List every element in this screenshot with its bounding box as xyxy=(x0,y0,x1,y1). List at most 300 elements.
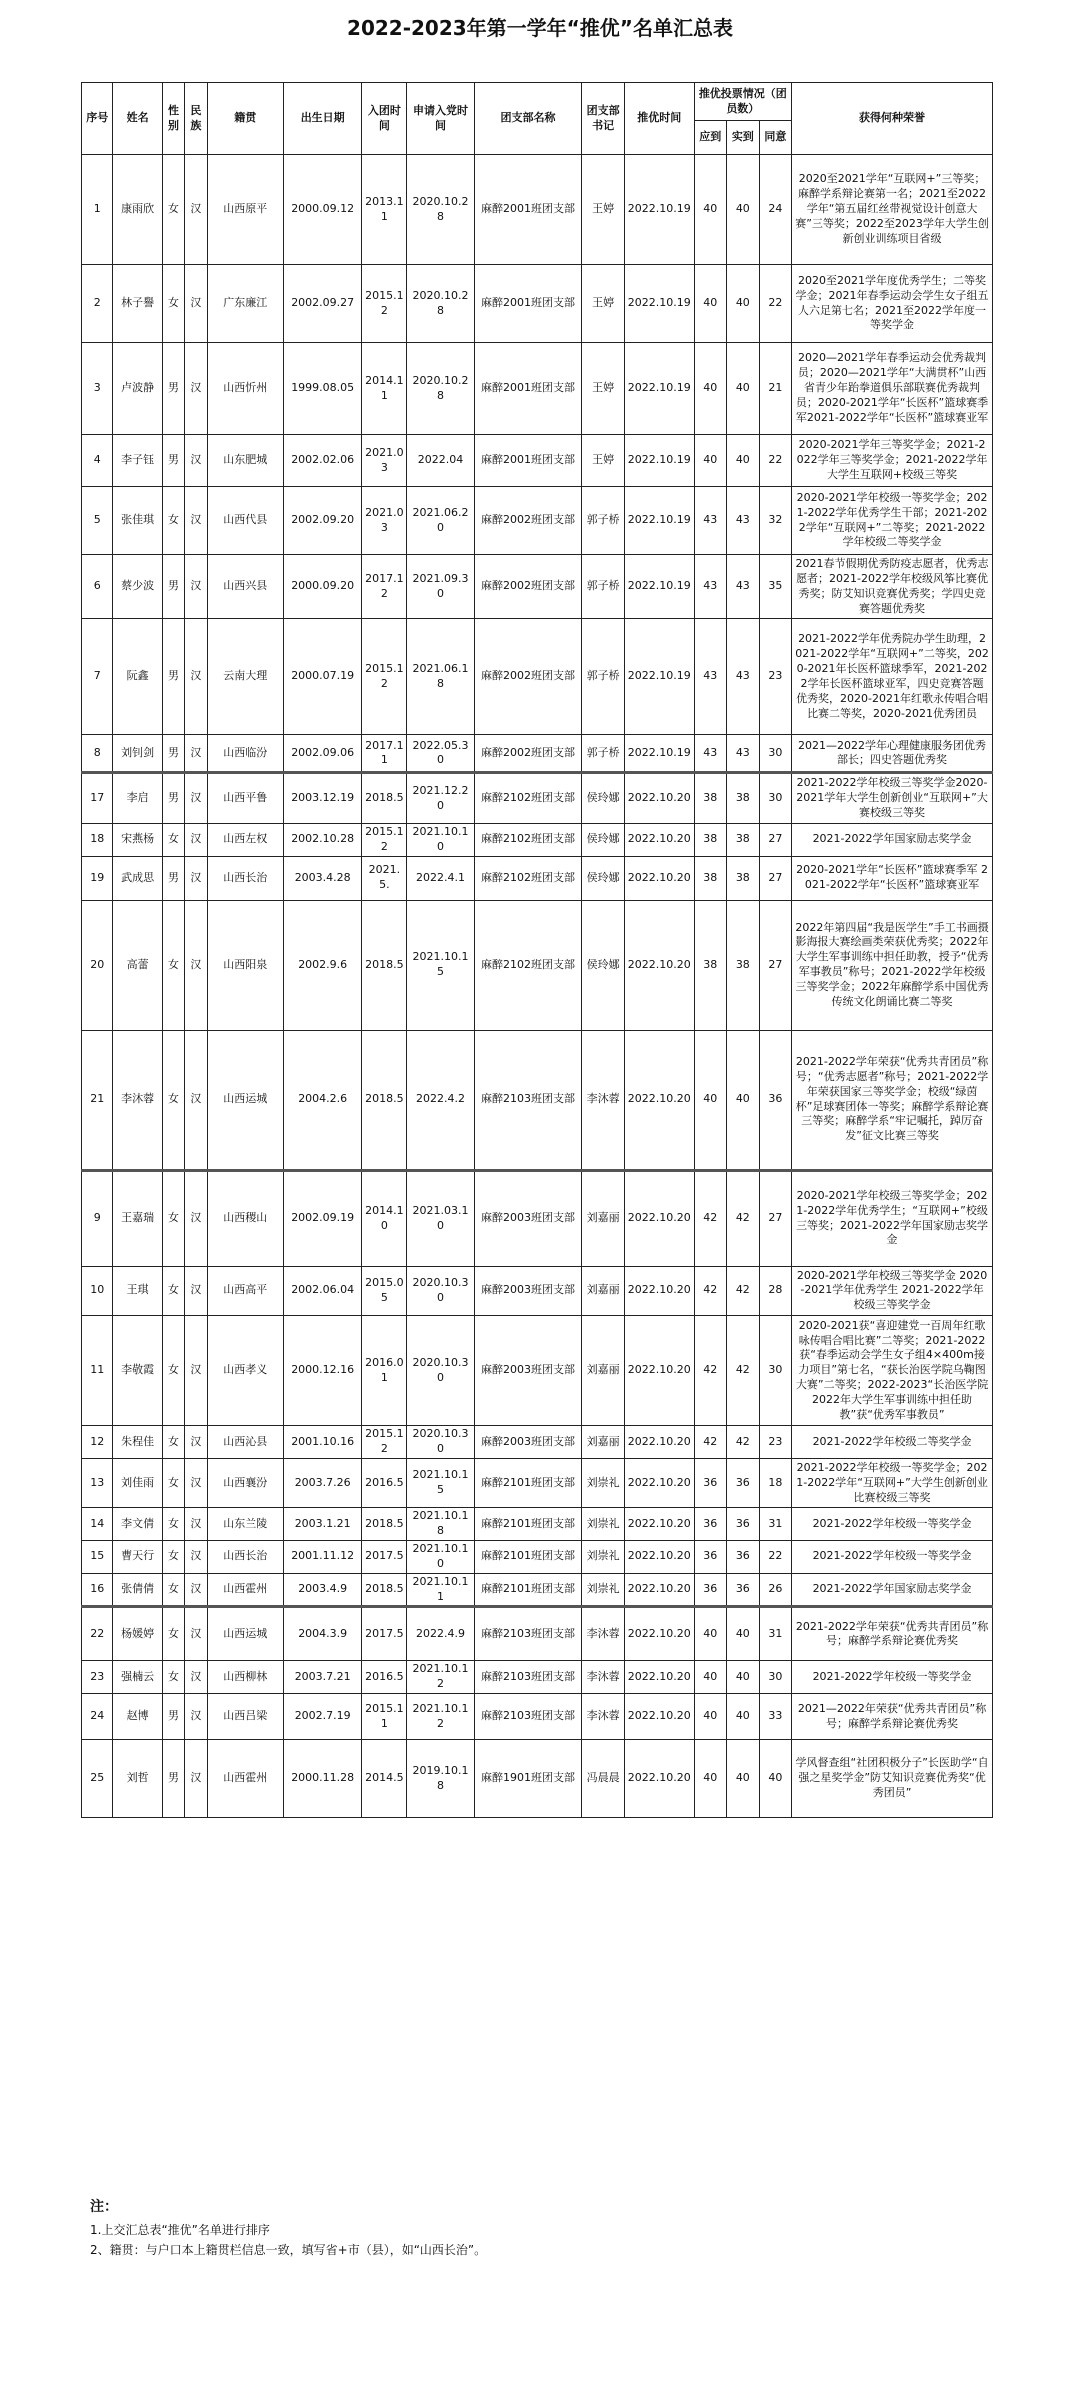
cell-birth: 2002.09.19 xyxy=(283,1170,362,1266)
cell-join-league: 2018.5 xyxy=(362,1030,407,1170)
cell-agree: 30 xyxy=(759,1316,792,1426)
cell-birth: 2003.7.26 xyxy=(283,1458,362,1508)
cell-name: 强楠云 xyxy=(113,1661,162,1694)
header-agree: 同意 xyxy=(759,121,792,155)
cell-rec-time: 2022.10.20 xyxy=(624,1266,694,1316)
cell-should: 42 xyxy=(694,1266,727,1316)
cell-honors: 2021-2022学年校级一等奖学金 xyxy=(792,1661,993,1694)
cell-join-league: 2016.01 xyxy=(362,1316,407,1426)
cell-ethnicity: 汉 xyxy=(185,1740,207,1818)
cell-secretary: 郭子桥 xyxy=(582,555,625,619)
cell-rec-time: 2022.10.20 xyxy=(624,1030,694,1170)
cell-actual: 43 xyxy=(727,619,760,735)
cell-rec-time: 2022.10.19 xyxy=(624,555,694,619)
table-row xyxy=(82,1170,993,1266)
cell-gender: 男 xyxy=(162,735,184,773)
cell-join-league: 2015.12 xyxy=(362,265,407,343)
cell-rec-time: 2022.10.20 xyxy=(624,773,694,824)
cell-agree: 28 xyxy=(759,1266,792,1316)
cell-agree: 22 xyxy=(759,435,792,487)
cell-actual: 40 xyxy=(727,343,760,435)
cell-gender: 女 xyxy=(162,487,184,555)
cell-actual: 40 xyxy=(727,1740,760,1818)
cell-secretary: 冯晨晨 xyxy=(582,1740,625,1818)
cell-join-league: 2018.5 xyxy=(362,1508,407,1541)
cell-join-league: 2017.5 xyxy=(362,1607,407,1661)
cell-no: 20 xyxy=(82,900,113,1030)
cell-birth: 2002.09.20 xyxy=(283,487,362,555)
table-row xyxy=(82,1740,993,1818)
cell-branch: 麻醉2001班团支部 xyxy=(474,343,582,435)
cell-native: 山西吕梁 xyxy=(207,1694,283,1740)
cell-agree: 30 xyxy=(759,735,792,773)
cell-no: 21 xyxy=(82,1030,113,1170)
cell-secretary: 刘崇礼 xyxy=(582,1508,625,1541)
cell-name: 李沐蓉 xyxy=(113,1030,162,1170)
cell-native: 山东兰陵 xyxy=(207,1508,283,1541)
cell-ethnicity: 汉 xyxy=(185,265,207,343)
cell-gender: 女 xyxy=(162,1541,184,1574)
cell-should: 40 xyxy=(694,1694,727,1740)
cell-secretary: 王婷 xyxy=(582,155,625,265)
cell-should: 42 xyxy=(694,1316,727,1426)
cell-name: 曹天行 xyxy=(113,1541,162,1574)
cell-name: 刘哲 xyxy=(113,1740,162,1818)
cell-no: 14 xyxy=(82,1508,113,1541)
cell-name: 朱程佳 xyxy=(113,1426,162,1459)
cell-join-league: 2018.5 xyxy=(362,900,407,1030)
cell-apply-party: 2021.10.10 xyxy=(407,1541,474,1574)
cell-agree: 36 xyxy=(759,1030,792,1170)
cell-birth: 2002.09.27 xyxy=(283,265,362,343)
cell-branch: 麻醉2102班团支部 xyxy=(474,900,582,1030)
cell-honors: 2020-2021学年校级一等奖学金；2021-2022学年优秀学生干部；2021-2022学年“互联网+”二等奖；2021-2022学年校级二等奖学金 xyxy=(792,487,993,555)
cell-should: 38 xyxy=(694,823,727,856)
cell-native: 山西原平 xyxy=(207,155,283,265)
cell-honors: 2021-2022学年校级一等奖学金；2021-2022学年“互联网+”大学生创新创业比赛校级三等奖 xyxy=(792,1458,993,1508)
cell-branch: 麻醉2002班团支部 xyxy=(474,619,582,735)
cell-native: 山西柳林 xyxy=(207,1661,283,1694)
cell-honors: 2020-2021学年三等奖学金；2021-2022学年三等奖学金；2021-2022学年大学生互联网+校级三等奖 xyxy=(792,435,993,487)
cell-agree: 22 xyxy=(759,1541,792,1574)
cell-actual: 43 xyxy=(727,487,760,555)
cell-birth: 2000.09.12 xyxy=(283,155,362,265)
cell-native: 山西运城 xyxy=(207,1030,283,1170)
cell-rec-time: 2022.10.19 xyxy=(624,265,694,343)
table-row xyxy=(82,1573,993,1607)
table-row xyxy=(82,1694,993,1740)
cell-gender: 女 xyxy=(162,1316,184,1426)
cell-gender: 女 xyxy=(162,1170,184,1266)
cell-apply-party: 2022.4.2 xyxy=(407,1030,474,1170)
cell-agree: 27 xyxy=(759,856,792,900)
cell-branch: 麻醉2003班团支部 xyxy=(474,1266,582,1316)
table-row xyxy=(82,435,993,487)
cell-ethnicity: 汉 xyxy=(185,856,207,900)
cell-native: 山西沁县 xyxy=(207,1426,283,1459)
table-row xyxy=(82,487,993,555)
cell-gender: 女 xyxy=(162,823,184,856)
cell-actual: 40 xyxy=(727,1694,760,1740)
cell-native: 山西孝义 xyxy=(207,1316,283,1426)
cell-native: 山西左权 xyxy=(207,823,283,856)
cell-no: 2 xyxy=(82,265,113,343)
cell-native: 云南大理 xyxy=(207,619,283,735)
cell-should: 38 xyxy=(694,900,727,1030)
cell-birth: 2001.11.12 xyxy=(283,1541,362,1574)
table-row xyxy=(82,735,993,773)
header-honors: 获得何种荣誉 xyxy=(792,83,993,155)
cell-apply-party: 2021.12.20 xyxy=(407,773,474,824)
cell-rec-time: 2022.10.20 xyxy=(624,1508,694,1541)
cell-honors: 2021—2022年荣获“优秀共青团员”称号；麻醉学系辩论赛优秀奖 xyxy=(792,1694,993,1740)
cell-no: 1 xyxy=(82,155,113,265)
cell-gender: 女 xyxy=(162,1607,184,1661)
cell-agree: 35 xyxy=(759,555,792,619)
cell-gender: 女 xyxy=(162,1573,184,1607)
cell-should: 36 xyxy=(694,1541,727,1574)
table-row xyxy=(82,343,993,435)
cell-native: 山西长治 xyxy=(207,1541,283,1574)
cell-birth: 2000.12.16 xyxy=(283,1316,362,1426)
cell-birth: 2002.09.06 xyxy=(283,735,362,773)
cell-honors: 2020-2021学年校级三等奖学金；2021-2022学年优秀学生；“互联网+”校级三等奖；2021-2022学年国家励志奖学金 xyxy=(792,1170,993,1266)
cell-should: 40 xyxy=(694,435,727,487)
cell-agree: 31 xyxy=(759,1607,792,1661)
cell-join-league: 2017.11 xyxy=(362,735,407,773)
cell-birth: 2004.2.6 xyxy=(283,1030,362,1170)
cell-branch: 麻醉2103班团支部 xyxy=(474,1030,582,1170)
cell-name: 张佳琪 xyxy=(113,487,162,555)
cell-rec-time: 2022.10.20 xyxy=(624,823,694,856)
cell-apply-party: 2021.06.20 xyxy=(407,487,474,555)
header-join-league: 入团时间 xyxy=(362,83,407,155)
cell-no: 8 xyxy=(82,735,113,773)
cell-honors: 2021-2022学年国家励志奖学金 xyxy=(792,1573,993,1607)
cell-native: 山西兴县 xyxy=(207,555,283,619)
cell-ethnicity: 汉 xyxy=(185,1661,207,1694)
cell-actual: 36 xyxy=(727,1573,760,1607)
cell-secretary: 王婷 xyxy=(582,343,625,435)
cell-branch: 麻醉2103班团支部 xyxy=(474,1694,582,1740)
cell-branch: 麻醉2102班团支部 xyxy=(474,773,582,824)
cell-secretary: 侯玲娜 xyxy=(582,856,625,900)
cell-secretary: 王婷 xyxy=(582,265,625,343)
cell-apply-party: 2021.10.11 xyxy=(407,1573,474,1607)
cell-birth: 2002.10.28 xyxy=(283,823,362,856)
cell-branch: 麻醉2101班团支部 xyxy=(474,1573,582,1607)
cell-native: 山西阳泉 xyxy=(207,900,283,1030)
cell-should: 36 xyxy=(694,1508,727,1541)
cell-ethnicity: 汉 xyxy=(185,1316,207,1426)
table-row xyxy=(82,1266,993,1316)
cell-apply-party: 2022.05.30 xyxy=(407,735,474,773)
header-vote-group: 推优投票情况（团员数） xyxy=(694,83,792,121)
table-row xyxy=(82,619,993,735)
cell-actual: 38 xyxy=(727,856,760,900)
cell-actual: 38 xyxy=(727,823,760,856)
cell-honors: 2021春节假期优秀防疫志愿者，优秀志愿者；2021-2022学年校级风筝比赛优秀奖；防艾知识竞赛优秀奖；学四史竞赛答题优秀奖 xyxy=(792,555,993,619)
cell-no: 18 xyxy=(82,823,113,856)
cell-honors: 2021-2022学年校级一等奖学金 xyxy=(792,1541,993,1574)
cell-join-league: 2017.12 xyxy=(362,555,407,619)
cell-should: 40 xyxy=(694,265,727,343)
cell-rec-time: 2022.10.19 xyxy=(624,435,694,487)
cell-ethnicity: 汉 xyxy=(185,1266,207,1316)
cell-gender: 男 xyxy=(162,773,184,824)
cell-rec-time: 2022.10.20 xyxy=(624,1740,694,1818)
cell-no: 7 xyxy=(82,619,113,735)
cell-honors: 2020-2021学年“长医杯”篮球赛季军 2021-2022学年“长医杯”篮球赛亚军 xyxy=(792,856,993,900)
cell-rec-time: 2022.10.19 xyxy=(624,735,694,773)
cell-ethnicity: 汉 xyxy=(185,487,207,555)
cell-join-league: 2015.12 xyxy=(362,619,407,735)
cell-honors: 2020-2021获“喜迎建党一百周年红歌咏传唱合唱比赛”二等奖；2021-2022获“春季运动会学生女子组4×400m接力项目”第七名，“获长治医学院乌鞠图大赛”二等奖；2022-2023“长治医学院2022年大学生军事训练中担任助教”获“优秀军事教员” xyxy=(792,1316,993,1426)
cell-rec-time: 2022.10.20 xyxy=(624,1541,694,1574)
cell-branch: 麻醉2002班团支部 xyxy=(474,735,582,773)
cell-gender: 男 xyxy=(162,856,184,900)
cell-agree: 18 xyxy=(759,1458,792,1508)
cell-gender: 女 xyxy=(162,1508,184,1541)
cell-gender: 女 xyxy=(162,265,184,343)
cell-agree: 31 xyxy=(759,1508,792,1541)
cell-apply-party: 2021.10.10 xyxy=(407,823,474,856)
cell-join-league: 2016.5 xyxy=(362,1661,407,1694)
cell-gender: 男 xyxy=(162,555,184,619)
table-row xyxy=(82,773,993,824)
cell-rec-time: 2022.10.20 xyxy=(624,1170,694,1266)
cell-birth: 2003.1.21 xyxy=(283,1508,362,1541)
cell-join-league: 2021.5. xyxy=(362,856,407,900)
header-apply-party: 申请入党时间 xyxy=(407,83,474,155)
cell-ethnicity: 汉 xyxy=(185,1030,207,1170)
cell-native: 山西襄汾 xyxy=(207,1458,283,1508)
cell-rec-time: 2022.10.20 xyxy=(624,1458,694,1508)
cell-agree: 21 xyxy=(759,343,792,435)
cell-native: 广东廉江 xyxy=(207,265,283,343)
cell-apply-party: 2020.10.28 xyxy=(407,155,474,265)
table-row xyxy=(82,1607,993,1661)
cell-ethnicity: 汉 xyxy=(185,1573,207,1607)
cell-birth: 2002.7.19 xyxy=(283,1694,362,1740)
cell-join-league: 2015.12 xyxy=(362,823,407,856)
table-row xyxy=(82,1508,993,1541)
cell-actual: 43 xyxy=(727,555,760,619)
cell-actual: 40 xyxy=(727,265,760,343)
cell-apply-party: 2021.10.15 xyxy=(407,900,474,1030)
cell-gender: 女 xyxy=(162,155,184,265)
cell-name: 王琪 xyxy=(113,1266,162,1316)
cell-rec-time: 2022.10.19 xyxy=(624,155,694,265)
cell-secretary: 刘嘉丽 xyxy=(582,1266,625,1316)
cell-actual: 40 xyxy=(727,155,760,265)
cell-agree: 26 xyxy=(759,1573,792,1607)
cell-join-league: 2018.5 xyxy=(362,1573,407,1607)
cell-name: 李文倩 xyxy=(113,1508,162,1541)
table-row xyxy=(82,155,993,265)
cell-apply-party: 2021.10.12 xyxy=(407,1661,474,1694)
cell-honors: 2021-2022学年优秀院办学生助理，2021-2022学年“互联网+”二等奖，2020-2021年长医杯篮球季军，2021-2022学年长医杯篮球亚军，四史竞赛答题优秀奖，2020-2021年红歌永传唱合唱比赛二等奖，2020-2021优秀团员 xyxy=(792,619,993,735)
cell-actual: 36 xyxy=(727,1458,760,1508)
header-secretary: 团支部书记 xyxy=(582,83,625,155)
cell-birth: 2002.02.06 xyxy=(283,435,362,487)
cell-agree: 32 xyxy=(759,487,792,555)
cell-should: 40 xyxy=(694,1740,727,1818)
cell-branch: 麻醉2101班团支部 xyxy=(474,1458,582,1508)
cell-name: 阮鑫 xyxy=(113,619,162,735)
cell-secretary: 侯玲娜 xyxy=(582,823,625,856)
cell-actual: 43 xyxy=(727,735,760,773)
cell-name: 高蕾 xyxy=(113,900,162,1030)
header-ethnicity: 民族 xyxy=(185,83,207,155)
cell-name: 宋燕杨 xyxy=(113,823,162,856)
cell-apply-party: 2019.10.18 xyxy=(407,1740,474,1818)
cell-ethnicity: 汉 xyxy=(185,1170,207,1266)
cell-no: 17 xyxy=(82,773,113,824)
cell-birth: 2000.11.28 xyxy=(283,1740,362,1818)
cell-gender: 男 xyxy=(162,1740,184,1818)
header-no: 序号 xyxy=(82,83,113,155)
cell-ethnicity: 汉 xyxy=(185,1458,207,1508)
cell-native: 山西霍州 xyxy=(207,1573,283,1607)
cell-no: 24 xyxy=(82,1694,113,1740)
header-gender: 性别 xyxy=(162,83,184,155)
cell-apply-party: 2022.04 xyxy=(407,435,474,487)
cell-branch: 麻醉2002班团支部 xyxy=(474,487,582,555)
cell-rec-time: 2022.10.20 xyxy=(624,1661,694,1694)
cell-should: 38 xyxy=(694,773,727,824)
cell-actual: 36 xyxy=(727,1508,760,1541)
cell-join-league: 2014.5 xyxy=(362,1740,407,1818)
cell-birth: 2003.7.21 xyxy=(283,1661,362,1694)
cell-secretary: 侯玲娜 xyxy=(582,773,625,824)
cell-should: 40 xyxy=(694,155,727,265)
cell-name: 蔡少波 xyxy=(113,555,162,619)
cell-name: 刘钊剑 xyxy=(113,735,162,773)
note-1: 1.上交汇总表“推优”名单进行排序 xyxy=(90,2222,270,2237)
table-row xyxy=(82,1661,993,1694)
cell-apply-party: 2020.10.30 xyxy=(407,1426,474,1459)
cell-ethnicity: 汉 xyxy=(185,155,207,265)
cell-should: 36 xyxy=(694,1573,727,1607)
cell-should: 36 xyxy=(694,1458,727,1508)
cell-name: 张倩倩 xyxy=(113,1573,162,1607)
cell-honors: 2021-2022学年校级一等奖学金 xyxy=(792,1508,993,1541)
cell-name: 杨媛婷 xyxy=(113,1607,162,1661)
cell-birth: 2003.12.19 xyxy=(283,773,362,824)
header-birth: 出生日期 xyxy=(283,83,362,155)
table-row xyxy=(82,265,993,343)
table-row xyxy=(82,1458,993,1508)
cell-name: 康雨欣 xyxy=(113,155,162,265)
cell-native: 山西长治 xyxy=(207,856,283,900)
header-actual: 实到 xyxy=(727,121,760,155)
cell-ethnicity: 汉 xyxy=(185,735,207,773)
cell-native: 山西霍州 xyxy=(207,1740,283,1818)
cell-birth: 2002.06.04 xyxy=(283,1266,362,1316)
cell-rec-time: 2022.10.20 xyxy=(624,1426,694,1459)
cell-should: 43 xyxy=(694,487,727,555)
cell-gender: 男 xyxy=(162,343,184,435)
cell-should: 43 xyxy=(694,555,727,619)
cell-agree: 24 xyxy=(759,155,792,265)
cell-join-league: 2015.05 xyxy=(362,1266,407,1316)
cell-branch: 麻醉2103班团支部 xyxy=(474,1661,582,1694)
cell-apply-party: 2021.10.12 xyxy=(407,1694,474,1740)
cell-agree: 33 xyxy=(759,1694,792,1740)
cell-rec-time: 2022.10.19 xyxy=(624,343,694,435)
cell-actual: 42 xyxy=(727,1426,760,1459)
header-native: 籍贯 xyxy=(207,83,283,155)
cell-gender: 男 xyxy=(162,1694,184,1740)
cell-should: 42 xyxy=(694,1170,727,1266)
cell-secretary: 郭子桥 xyxy=(582,735,625,773)
cell-honors: 2022年第四届“我是医学生”手工书画摄影海报大赛绘画类荣获优秀奖；2022年大学生军事训练中担任助教，授予“优秀军事教员”称号；2021-2022学年校级三等奖学金；2022年麻醉学系中国优秀传统文化朗诵比赛二等奖 xyxy=(792,900,993,1030)
cell-name: 王嘉瑞 xyxy=(113,1170,162,1266)
cell-ethnicity: 汉 xyxy=(185,435,207,487)
cell-secretary: 王婷 xyxy=(582,435,625,487)
cell-actual: 40 xyxy=(727,1661,760,1694)
cell-join-league: 2016.5 xyxy=(362,1458,407,1508)
cell-branch: 麻醉2002班团支部 xyxy=(474,555,582,619)
cell-birth: 2003.4.28 xyxy=(283,856,362,900)
cell-no: 10 xyxy=(82,1266,113,1316)
cell-gender: 女 xyxy=(162,1661,184,1694)
cell-branch: 麻醉2102班团支部 xyxy=(474,823,582,856)
cell-ethnicity: 汉 xyxy=(185,343,207,435)
cell-birth: 2000.09.20 xyxy=(283,555,362,619)
cell-native: 山西稷山 xyxy=(207,1170,283,1266)
cell-birth: 2002.9.6 xyxy=(283,900,362,1030)
cell-agree: 40 xyxy=(759,1740,792,1818)
cell-no: 12 xyxy=(82,1426,113,1459)
cell-branch: 麻醉2101班团支部 xyxy=(474,1508,582,1541)
recommendation-table xyxy=(81,82,993,1818)
cell-gender: 女 xyxy=(162,1426,184,1459)
cell-native: 山西代县 xyxy=(207,487,283,555)
cell-name: 赵博 xyxy=(113,1694,162,1740)
table-row xyxy=(82,1316,993,1426)
cell-rec-time: 2022.10.19 xyxy=(624,619,694,735)
cell-no: 6 xyxy=(82,555,113,619)
cell-no: 11 xyxy=(82,1316,113,1426)
cell-should: 40 xyxy=(694,1607,727,1661)
cell-gender: 女 xyxy=(162,1266,184,1316)
cell-secretary: 刘崇礼 xyxy=(582,1458,625,1508)
cell-birth: 2003.4.9 xyxy=(283,1573,362,1607)
cell-branch: 麻醉2003班团支部 xyxy=(474,1316,582,1426)
cell-no: 23 xyxy=(82,1661,113,1694)
header-name: 姓名 xyxy=(113,83,162,155)
cell-join-league: 2017.5 xyxy=(362,1541,407,1574)
cell-actual: 38 xyxy=(727,900,760,1030)
table-row xyxy=(82,1426,993,1459)
cell-honors: 2020-2021学年校级三等奖学金 2020-2021学年优秀学生 2021-2022学年校级三等奖学金 xyxy=(792,1266,993,1316)
cell-no: 22 xyxy=(82,1607,113,1661)
cell-name: 李子钰 xyxy=(113,435,162,487)
cell-branch: 麻醉2103班团支部 xyxy=(474,1607,582,1661)
cell-gender: 男 xyxy=(162,619,184,735)
cell-ethnicity: 汉 xyxy=(185,1426,207,1459)
cell-join-league: 2013.11 xyxy=(362,155,407,265)
cell-name: 武成思 xyxy=(113,856,162,900)
cell-rec-time: 2022.10.20 xyxy=(624,1573,694,1607)
table-row xyxy=(82,900,993,1030)
cell-name: 卢波静 xyxy=(113,343,162,435)
table-row xyxy=(82,1541,993,1574)
cell-name: 刘佳雨 xyxy=(113,1458,162,1508)
cell-branch: 麻醉2101班团支部 xyxy=(474,1541,582,1574)
